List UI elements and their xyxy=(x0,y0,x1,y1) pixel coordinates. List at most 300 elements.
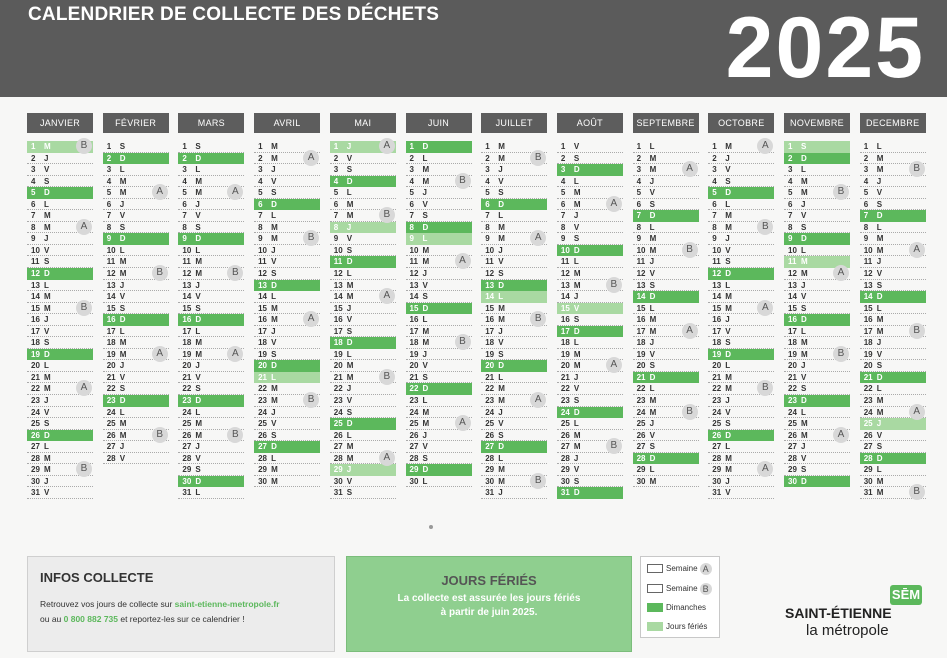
collection-week-b-icon: B xyxy=(227,265,243,281)
day-number: 13 xyxy=(863,280,873,290)
day-row xyxy=(254,395,320,407)
weekday-letter: D xyxy=(195,315,202,325)
weekday-letter: D xyxy=(725,349,732,359)
month-column xyxy=(481,113,547,499)
day-number: 18 xyxy=(258,338,267,348)
day-number: 31 xyxy=(560,488,570,498)
day-number: 2 xyxy=(712,153,717,163)
weekday-letter: M xyxy=(725,384,732,394)
weekday-letter: L xyxy=(346,269,352,279)
weekday-letter: L xyxy=(876,465,882,475)
day-number: 12 xyxy=(863,269,873,279)
day-number: 30 xyxy=(333,476,343,486)
day-row xyxy=(784,164,850,176)
day-number: 11 xyxy=(182,257,191,267)
day-number: 4 xyxy=(788,176,793,186)
day-number: 10 xyxy=(712,245,722,255)
weekday-letter: M xyxy=(422,257,430,267)
weekday-letter: L xyxy=(271,372,276,382)
day-row xyxy=(633,441,699,453)
weekday-letter: V xyxy=(725,488,731,498)
day-row xyxy=(178,210,244,222)
day-number: 9 xyxy=(863,234,869,244)
day-number: 26 xyxy=(712,430,722,440)
day-number: 9 xyxy=(560,234,566,244)
weekday-letter: M xyxy=(119,269,127,279)
weekday-letter: M xyxy=(573,430,581,440)
collection-week-a-icon: A xyxy=(152,346,168,362)
weekday-letter: M xyxy=(346,361,354,371)
day-row xyxy=(27,395,93,407)
day-number: 12 xyxy=(712,269,722,279)
badge-b-icon: B xyxy=(700,583,712,595)
weekday-letter: L xyxy=(498,453,504,463)
weekday-letter: M xyxy=(573,361,581,371)
weekday-letter: D xyxy=(649,372,656,382)
day-number: 2 xyxy=(409,153,414,163)
day-number: 26 xyxy=(409,430,419,440)
day-number: 24 xyxy=(712,407,722,417)
weekday-letter: D xyxy=(271,442,277,452)
weekday-letter: M xyxy=(119,419,127,429)
weekday-letter: J xyxy=(195,361,200,371)
day-row xyxy=(784,314,850,326)
day-number: 8 xyxy=(712,222,717,232)
weekday-letter: D xyxy=(649,453,656,463)
day-number: 19 xyxy=(560,349,570,359)
day-row xyxy=(406,395,472,407)
month-column xyxy=(557,113,623,499)
day-number: 28 xyxy=(712,453,722,463)
collection-week-b-icon: B xyxy=(455,173,471,189)
phone-link[interactable]: 0 800 882 735 xyxy=(63,614,118,624)
weekday-letter: L xyxy=(573,176,579,186)
month-column xyxy=(633,113,699,487)
day-row xyxy=(633,141,699,153)
weekday-letter: S xyxy=(271,349,277,359)
day-row xyxy=(784,360,850,372)
day-row xyxy=(27,349,93,361)
collection-week-b-icon: B xyxy=(227,427,243,443)
day-number: 7 xyxy=(863,211,869,221)
day-number: 13 xyxy=(106,280,116,290)
day-number: 5 xyxy=(712,188,717,198)
weekday-letter: S xyxy=(346,245,353,255)
day-number: 21 xyxy=(485,372,495,382)
weekday-letter: M xyxy=(498,476,505,486)
weekday-letter: J xyxy=(649,257,655,267)
day-number: 15 xyxy=(636,303,646,313)
weekday-letter: L xyxy=(725,361,731,371)
day-row xyxy=(633,268,699,280)
day-number: 13 xyxy=(712,280,722,290)
day-row xyxy=(708,441,774,453)
day-number: 8 xyxy=(485,222,490,232)
day-number: 10 xyxy=(106,245,116,255)
day-number: 5 xyxy=(106,188,112,198)
weekday-letter: M xyxy=(725,465,732,475)
day-number: 21 xyxy=(636,372,646,382)
day-number: 20 xyxy=(333,361,343,371)
day-row xyxy=(406,337,472,349)
weekday-letter: L xyxy=(346,349,352,359)
day-row xyxy=(330,268,396,280)
day-row xyxy=(557,210,623,222)
day-row xyxy=(178,326,244,338)
day-row xyxy=(557,153,623,165)
collection-week-b-icon: B xyxy=(76,461,92,477)
day-number: 12 xyxy=(258,269,267,279)
day-number: 20 xyxy=(863,361,873,371)
weekday-letter: J xyxy=(649,176,655,186)
day-row xyxy=(557,245,623,257)
weekday-letter: M xyxy=(119,338,127,348)
day-row xyxy=(330,176,396,188)
infos-line2-suffix: et reportez-les sur ce calendrier ! xyxy=(118,614,245,624)
day-row xyxy=(633,222,699,234)
day-row xyxy=(178,395,244,407)
day-number: 25 xyxy=(485,419,495,429)
weekday-letter: S xyxy=(271,269,277,279)
weekday-letter: L xyxy=(422,315,428,325)
month-header: DECEMBRE xyxy=(860,113,926,133)
day-row xyxy=(860,141,926,153)
day-row xyxy=(860,383,926,395)
day-row xyxy=(557,407,623,419)
day-number: 18 xyxy=(333,338,343,348)
day-row xyxy=(178,164,244,176)
day-row xyxy=(784,326,850,338)
collection-week-a-icon: A xyxy=(757,461,773,477)
weekday-letter: M xyxy=(271,303,278,313)
day-row xyxy=(330,187,396,199)
day-number: 7 xyxy=(712,211,717,221)
collection-week-b-icon: B xyxy=(76,300,92,316)
day-row xyxy=(481,245,547,257)
weekday-letter: M xyxy=(195,430,203,440)
day-row xyxy=(784,441,850,453)
day-row xyxy=(254,314,320,326)
day-number: 22 xyxy=(712,384,722,394)
day-row xyxy=(178,430,244,442)
day-row xyxy=(330,430,396,442)
day-number: 11 xyxy=(788,257,797,267)
day-number: 3 xyxy=(788,165,793,175)
day-row xyxy=(481,395,547,407)
weekday-letter: S xyxy=(725,338,731,348)
weekday-letter: L xyxy=(346,188,352,198)
collection-week-b-icon: B xyxy=(530,150,546,166)
day-row xyxy=(557,256,623,268)
day-row xyxy=(178,372,244,384)
day-row xyxy=(708,418,774,430)
sem-badge: SĒM xyxy=(890,585,922,605)
weekday-letter: D xyxy=(271,199,277,209)
day-row xyxy=(557,233,623,245)
day-number: 11 xyxy=(409,257,418,267)
weekday-letter: S xyxy=(649,361,655,371)
day-number: 1 xyxy=(333,142,339,151)
weekday-letter: L xyxy=(271,211,276,221)
weekday-letter: J xyxy=(44,476,49,486)
day-number: 22 xyxy=(182,384,192,394)
weekday-letter: D xyxy=(801,476,807,486)
weekday-letter: M xyxy=(573,442,581,452)
weekday-letter: M xyxy=(876,153,884,163)
weekday-letter: S xyxy=(271,188,277,198)
day-number: 2 xyxy=(560,153,566,163)
day-row xyxy=(330,383,396,395)
weekday-letter: D xyxy=(195,476,202,486)
day-number: 23 xyxy=(863,396,873,406)
day-row xyxy=(481,187,547,199)
day-row xyxy=(481,153,547,165)
day-number: 14 xyxy=(863,292,873,302)
day-row xyxy=(254,326,320,338)
day-row xyxy=(860,430,926,442)
day-number: 7 xyxy=(106,211,112,221)
day-number: 29 xyxy=(258,465,267,475)
day-row xyxy=(633,360,699,372)
day-number: 6 xyxy=(333,199,339,209)
weekday-letter: J xyxy=(876,257,882,267)
collection-week-a-icon: A xyxy=(833,427,849,443)
day-row xyxy=(27,222,93,234)
day-number: 10 xyxy=(636,245,646,255)
weekday-letter: M xyxy=(346,292,354,302)
weekday-letter: L xyxy=(498,211,504,221)
weekday-letter: M xyxy=(498,234,505,244)
collection-week-b-icon: B xyxy=(379,207,395,223)
day-row xyxy=(557,326,623,338)
day-number: 9 xyxy=(182,234,187,244)
collection-week-b-icon: B xyxy=(76,138,92,154)
day-row xyxy=(27,464,93,476)
day-number: 18 xyxy=(409,338,419,348)
day-row xyxy=(557,141,623,153)
day-number: 11 xyxy=(333,257,343,267)
weekday-letter: J xyxy=(346,303,352,313)
day-number: 27 xyxy=(333,442,343,452)
page-title: CALENDRIER DE COLLECTE DES DÉCHETS xyxy=(28,4,440,25)
day-number: 28 xyxy=(31,453,40,463)
day-row xyxy=(860,164,926,176)
day-number: 3 xyxy=(409,165,414,175)
weekday-letter: D xyxy=(725,269,732,279)
weekday-letter: L xyxy=(271,453,276,463)
weekday-letter: M xyxy=(422,165,430,175)
weekday-letter: M xyxy=(346,199,354,209)
day-number: 16 xyxy=(788,315,797,325)
day-row xyxy=(406,291,472,303)
legend-label: Dimanches xyxy=(666,603,707,612)
day-row xyxy=(557,453,623,465)
day-row xyxy=(103,441,169,453)
day-number: 28 xyxy=(182,453,192,463)
day-number: 27 xyxy=(182,442,192,452)
day-number: 18 xyxy=(636,338,646,348)
day-number: 25 xyxy=(636,419,646,429)
day-number: 15 xyxy=(333,303,343,313)
weekday-letter: M xyxy=(271,142,278,151)
day-number: 13 xyxy=(333,280,343,290)
day-number: 6 xyxy=(258,199,263,209)
day-row xyxy=(254,199,320,211)
day-number: 28 xyxy=(560,453,570,463)
weekday-letter: M xyxy=(649,476,657,486)
weekday-letter: J xyxy=(44,396,49,406)
weekday-letter: J xyxy=(725,396,730,406)
day-number: 23 xyxy=(182,396,192,406)
day-row xyxy=(178,187,244,199)
day-number: 9 xyxy=(712,234,717,244)
day-number: 5 xyxy=(182,188,187,198)
day-row xyxy=(178,153,244,165)
day-number: 28 xyxy=(485,453,495,463)
day-number: 31 xyxy=(31,488,40,498)
day-number: 1 xyxy=(106,142,112,151)
day-row xyxy=(633,326,699,338)
day-number: 19 xyxy=(333,349,343,359)
day-row xyxy=(784,268,850,280)
day-row xyxy=(708,337,774,349)
weekday-letter: D xyxy=(195,153,202,163)
weekday-letter: M xyxy=(271,234,278,244)
weekday-letter: S xyxy=(119,222,126,232)
legend-swatch-holiday xyxy=(647,622,663,631)
day-number: 4 xyxy=(182,176,187,186)
day-number: 14 xyxy=(636,292,646,302)
day-number: 29 xyxy=(560,465,570,475)
day-number: 7 xyxy=(333,211,339,221)
day-number: 25 xyxy=(788,419,797,429)
infos-line1-prefix: Retrouvez vos jours de collecte sur xyxy=(40,599,175,609)
weekday-letter: M xyxy=(195,269,203,279)
day-row xyxy=(254,280,320,292)
weekday-letter: J xyxy=(422,430,427,440)
day-row xyxy=(27,337,93,349)
day-row xyxy=(784,280,850,292)
day-number: 31 xyxy=(863,488,873,498)
weekday-letter: L xyxy=(725,442,731,452)
weekday-letter: V xyxy=(271,257,277,267)
day-number: 8 xyxy=(863,222,869,232)
day-row xyxy=(784,453,850,465)
collection-week-a-icon: A xyxy=(455,253,471,269)
weekday-letter: J xyxy=(498,165,503,175)
day-number: 31 xyxy=(333,488,343,498)
weekday-letter: L xyxy=(876,384,882,394)
collection-week-a-icon: A xyxy=(76,380,92,396)
weekday-letter: M xyxy=(649,153,657,163)
day-number: 8 xyxy=(258,222,263,232)
month-header: SEPTEMBRE xyxy=(633,113,699,133)
weekday-letter: V xyxy=(725,245,731,255)
day-number: 3 xyxy=(182,165,187,175)
day-row xyxy=(254,210,320,222)
weekday-letter: D xyxy=(346,176,353,186)
day-row xyxy=(406,268,472,280)
weekday-letter: L xyxy=(649,303,655,313)
legend-item-sundays xyxy=(647,601,706,615)
day-row xyxy=(330,476,396,488)
day-row xyxy=(481,256,547,268)
weekday-letter: L xyxy=(195,245,201,255)
website-link[interactable]: saint-etienne-metropole.fr xyxy=(174,599,280,609)
day-number: 10 xyxy=(863,245,873,255)
day-number: 3 xyxy=(333,165,339,175)
weekday-letter: S xyxy=(725,176,731,186)
weekday-letter: V xyxy=(44,407,50,417)
collection-week-a-icon: A xyxy=(833,265,849,281)
weekday-letter: M xyxy=(498,384,505,394)
day-number: 27 xyxy=(560,442,570,452)
day-number: 5 xyxy=(409,188,414,198)
day-number: 10 xyxy=(485,245,495,255)
weekday-letter: M xyxy=(876,407,884,417)
day-number: 12 xyxy=(409,269,419,279)
year-label: 2025 xyxy=(725,0,925,96)
day-number: 17 xyxy=(258,326,267,336)
weekday-letter: D xyxy=(119,153,126,163)
weekday-letter: J xyxy=(44,234,49,244)
day-number: 9 xyxy=(31,234,36,244)
weekday-letter: V xyxy=(271,176,277,186)
month-column xyxy=(254,113,320,487)
collection-week-b-icon: B xyxy=(152,427,168,443)
month-column xyxy=(406,113,472,487)
day-row xyxy=(103,453,169,465)
weekday-letter: M xyxy=(195,338,203,348)
day-number: 16 xyxy=(182,315,192,325)
day-row xyxy=(708,383,774,395)
weekday-letter: S xyxy=(422,292,428,302)
day-number: 7 xyxy=(409,211,414,221)
day-row xyxy=(557,291,623,303)
weekday-letter: L xyxy=(876,222,882,232)
day-number: 19 xyxy=(409,349,419,359)
weekday-letter: L xyxy=(44,199,49,209)
day-number: 18 xyxy=(182,338,192,348)
day-row xyxy=(784,303,850,315)
day-row xyxy=(103,222,169,234)
weekday-letter: L xyxy=(498,372,504,382)
day-row xyxy=(406,441,472,453)
weekday-letter: J xyxy=(422,269,427,279)
collection-week-b-icon: B xyxy=(606,277,622,293)
collection-week-a-icon: A xyxy=(76,219,92,235)
day-number: 17 xyxy=(409,326,419,336)
day-row xyxy=(708,360,774,372)
collection-week-b-icon: B xyxy=(757,380,773,396)
day-row xyxy=(103,210,169,222)
day-number: 13 xyxy=(258,280,267,290)
day-number: 28 xyxy=(788,453,797,463)
weekday-letter: J xyxy=(44,153,49,163)
day-row xyxy=(860,326,926,338)
day-number: 23 xyxy=(106,396,116,406)
weekday-letter: S xyxy=(422,372,428,382)
day-number: 3 xyxy=(636,165,642,175)
day-number: 17 xyxy=(636,326,646,336)
month-column xyxy=(784,113,850,487)
weekday-letter: S xyxy=(725,257,731,267)
day-number: 5 xyxy=(485,188,490,198)
day-number: 1 xyxy=(409,142,414,151)
feries-line1: La collecte est assurée les jours fériés xyxy=(397,593,581,604)
day-row xyxy=(178,383,244,395)
weekday-letter: V xyxy=(119,372,126,382)
